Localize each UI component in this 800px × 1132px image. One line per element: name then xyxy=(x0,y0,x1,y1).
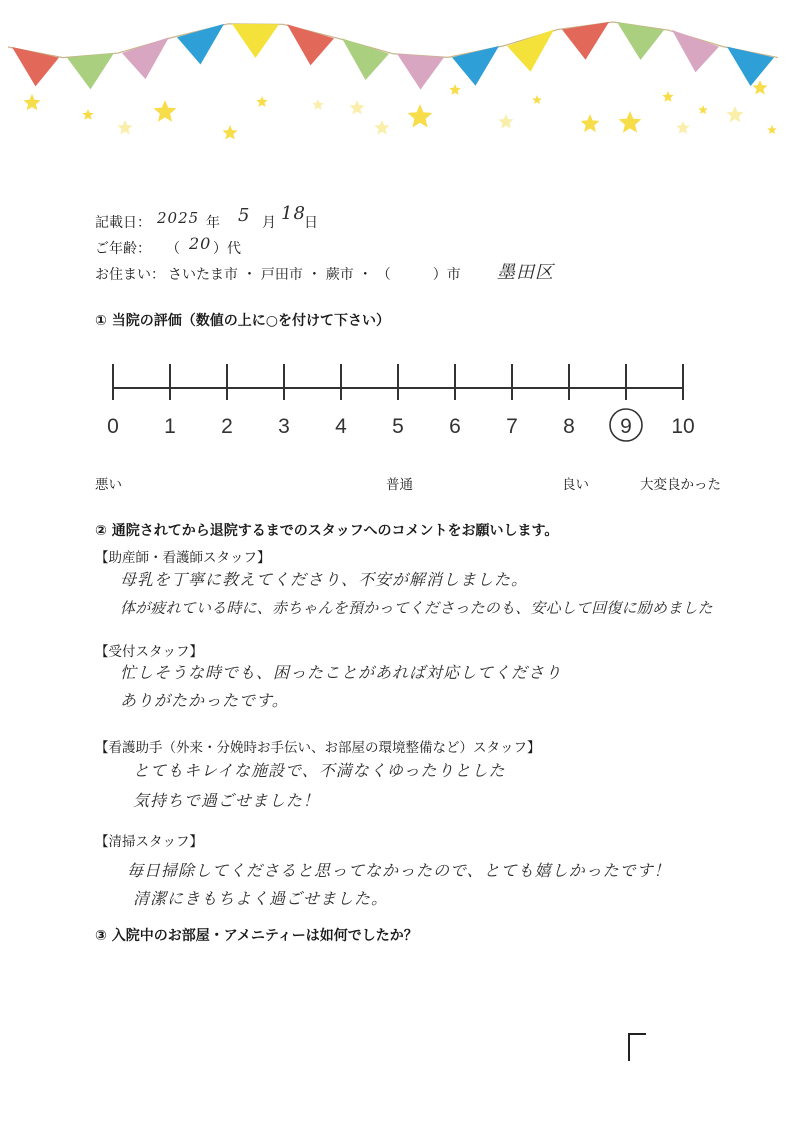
comment-assistant-line2: 気持ちで過ごせました！ xyxy=(133,791,320,810)
star-icon xyxy=(256,96,267,107)
comment-reception-line1: 忙しそうな時でも、困ったことがあれば対応してくださり xyxy=(120,663,563,682)
date-month-value: 5 xyxy=(238,205,251,226)
section1-title: ① 当院の評価（数値の上に○を付けて下さい） xyxy=(95,313,390,329)
age-value: 20 xyxy=(189,234,212,253)
scale-tick-label: 7 xyxy=(506,415,518,438)
scale-tick-label: 2 xyxy=(221,415,233,438)
star-icon xyxy=(117,120,132,135)
bunting-flag xyxy=(672,30,719,72)
bunting-banner-decoration xyxy=(0,0,800,160)
star-icon xyxy=(374,120,389,135)
bunting-flag xyxy=(342,38,389,80)
star-icon xyxy=(498,114,513,129)
bunting-flag xyxy=(122,37,169,79)
comment-midwife-line2: 体が疲れている時に、赤ちゃんを預かってくださったのも、安心して回復に励めました xyxy=(120,599,713,617)
star-icon xyxy=(408,104,433,128)
star-icon xyxy=(619,111,642,133)
staff-heading-midwife-nurse: 【助産師・看護師スタッフ】 xyxy=(95,550,271,566)
comment-cleaning-line2: 清潔にきもちよく過ごせました。 xyxy=(133,889,389,908)
date-day-unit: 日 xyxy=(304,215,318,231)
date-year-value: 2025 xyxy=(157,209,200,227)
bunting-flag xyxy=(507,29,554,71)
star-icon xyxy=(726,106,743,122)
star-icon xyxy=(532,95,542,104)
rating-label-normal: 普通 xyxy=(386,477,413,493)
scale-tick-label: 10 xyxy=(671,415,695,438)
bunting-flag xyxy=(12,47,59,86)
address-value: 墨田区 xyxy=(497,262,554,283)
date-month-unit: 月 xyxy=(262,215,276,231)
star-icon xyxy=(312,99,323,110)
star-icon xyxy=(23,94,40,110)
comment-reception-line2: ありがたかったです。 xyxy=(120,691,289,710)
scale-tick-label: 0 xyxy=(107,415,119,438)
scale-tick-label: 8 xyxy=(563,415,575,438)
scale-tick-label: 6 xyxy=(449,415,461,438)
scale-tick-label: 5 xyxy=(392,415,404,438)
scale-tick-label: 9 xyxy=(620,415,632,438)
section2-title: ② 通院されてから退院するまでのスタッフへのコメントをお願いします。 xyxy=(95,523,559,539)
rating-label-very-good: 大変良かった xyxy=(640,477,721,493)
corner-mark xyxy=(628,1033,646,1061)
scale-tick-label: 1 xyxy=(164,415,176,438)
bunting-string xyxy=(8,22,778,58)
bunting-flag xyxy=(727,47,774,86)
comment-cleaning-line1: 毎日掃除してくださると思ってなかったので、とても嬉しかったです！ xyxy=(127,861,671,880)
star-icon xyxy=(154,100,177,122)
address-label: お住まい： xyxy=(95,267,165,283)
section3-title: ③ 入院中のお部屋・アメニティーは如何でしたか？ xyxy=(95,928,418,944)
date-year-unit: 年 xyxy=(206,215,220,231)
bunting-flag xyxy=(397,54,444,90)
star-icon xyxy=(752,80,767,95)
date-label: 記載日： xyxy=(95,215,151,231)
star-icon xyxy=(82,109,93,120)
star-icon xyxy=(676,121,689,134)
comment-midwife-line1: 母乳を丁寧に教えてくださり、不安が解消しました。 xyxy=(120,570,529,589)
address-options: さいたま市 ・ 戸田市 ・ 蕨市 ・ （ ）市 xyxy=(168,267,461,283)
age-label: ご年齢： xyxy=(95,241,151,257)
star-icon xyxy=(581,114,600,132)
bunting-flag xyxy=(67,53,114,89)
star-icon xyxy=(767,125,777,134)
date-day-value: 18 xyxy=(281,203,306,224)
bunting-flag xyxy=(617,22,664,60)
bunting-flag xyxy=(287,24,334,65)
comment-assistant-line1: とてもキレイな施設で、不満なくゆったりとした xyxy=(133,761,506,780)
staff-heading-reception: 【受付スタッフ】 xyxy=(95,644,203,660)
rating-scale xyxy=(0,340,800,450)
staff-heading-nursing-assistant: 【看護助手（外来・分娩時お手伝い、お部屋の環境整備など）スタッフ】 xyxy=(95,740,541,756)
rating-label-good: 良い xyxy=(562,477,589,493)
star-icon xyxy=(349,100,364,115)
star-icon xyxy=(449,84,460,95)
star-icon xyxy=(698,105,708,114)
bunting-flag xyxy=(232,24,279,58)
bunting-flag xyxy=(452,46,499,86)
staff-heading-cleaning: 【清掃スタッフ】 xyxy=(95,834,203,850)
scale-tick-label: 4 xyxy=(335,415,347,438)
star-icon xyxy=(222,125,237,140)
rating-label-bad: 悪い xyxy=(95,477,122,493)
star-icon xyxy=(662,91,673,102)
age-open-paren: （ xyxy=(166,241,180,257)
scale-tick-label: 3 xyxy=(278,415,290,438)
age-close-paren: ）代 xyxy=(213,241,241,257)
